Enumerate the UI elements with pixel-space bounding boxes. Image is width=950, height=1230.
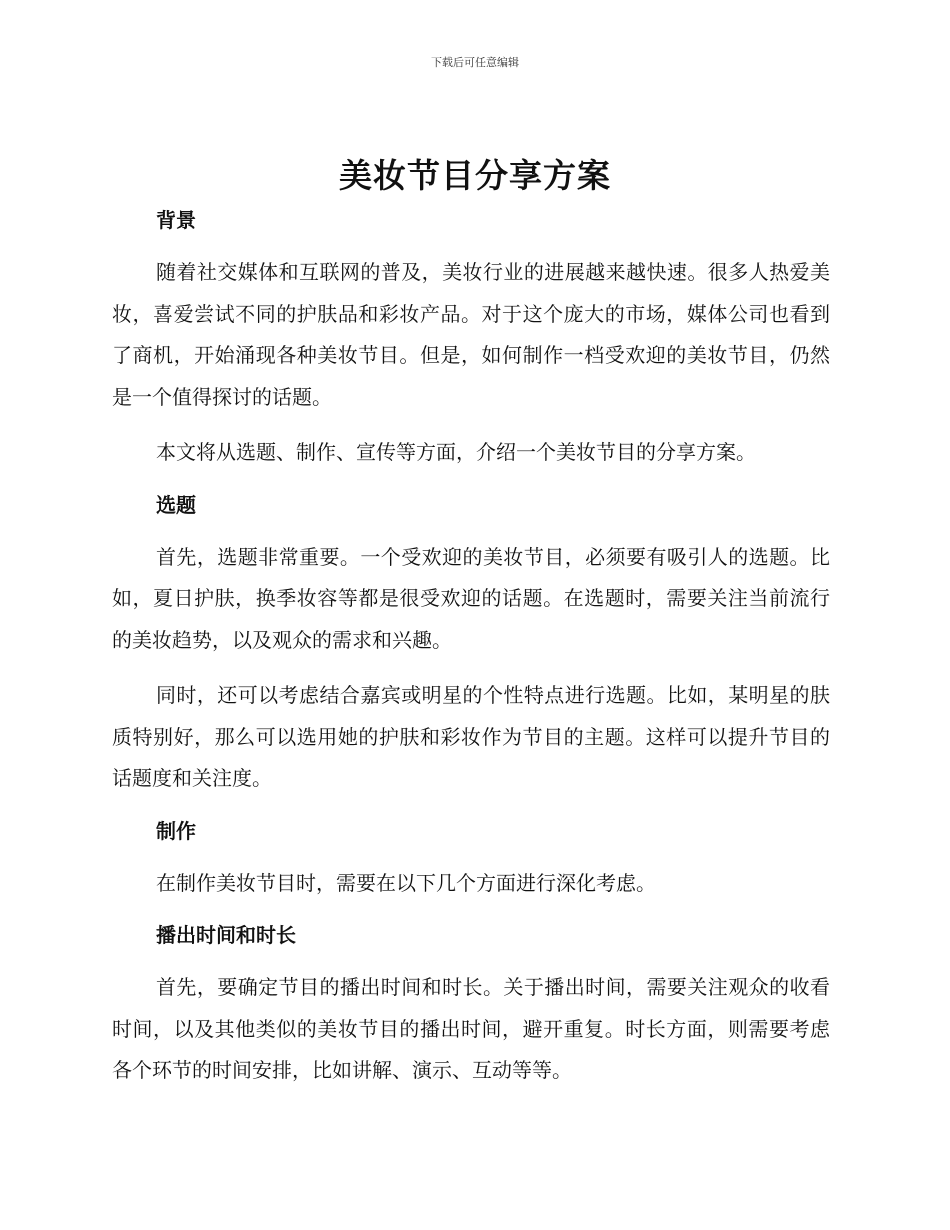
section-background	[112, 203, 830, 474]
page-header-note: 下载后可任意编辑	[431, 56, 519, 69]
section-heading-background: 背景	[156, 208, 196, 232]
section-heading-topic: 选题	[156, 492, 196, 517]
paragraph: 同时，还可以考虑结合嘉宾或明星的个性特点进行选题。比如，某明星的肤质特别好，那么可以选用她的护肤和彩妆作为节目的主题。这样可以提升节目的话题度和关注度。	[112, 683, 830, 790]
section-topic	[112, 488, 830, 800]
section-schedule	[112, 918, 830, 1092]
paragraph: 首先，要确定节目的播出时间和时长。关于播出时间，需要关注观众的收看时间，以及其他类似的美妆节目的播出时间，避开重复。时长方面，则需要考虑各个环节的时间安排，比如讲解、演示、互动等等。	[112, 975, 830, 1082]
paragraph: 在制作美妆节目时，需要在以下几个方面进行深化考虑。	[156, 870, 656, 895]
paragraph: 本文将从选题、制作、宣传等方面，介绍一个美妆节目的分享方案。	[156, 440, 756, 464]
section-production	[112, 814, 830, 905]
document-body	[112, 203, 830, 1106]
paragraph: 随着社交媒体和互联网的普及，美妆行业的进展越来越快速。很多人热爱美妆，喜爱尝试不同的护肤品和彩妆产品。对于这个庞大的市场，媒体公司也看到了商机，开始涌现各种美妆节目。但是，如何制作一档受欢迎的美妆节目，仍然是一个值得探讨的话题。	[112, 260, 830, 409]
document-title: 美妆节目分享方案	[339, 156, 611, 195]
section-heading-production: 制作	[156, 818, 196, 843]
paragraph: 首先，选题非常重要。一个受欢迎的美妆节目，必须要有吸引人的选题。比如，夏日护肤，换季妆容等都是很受欢迎的话题。在选题时，需要关注当前流行的美妆趋势，以及观众的需求和兴趣。	[112, 544, 830, 652]
section-heading-schedule: 播出时间和时长	[156, 923, 296, 947]
